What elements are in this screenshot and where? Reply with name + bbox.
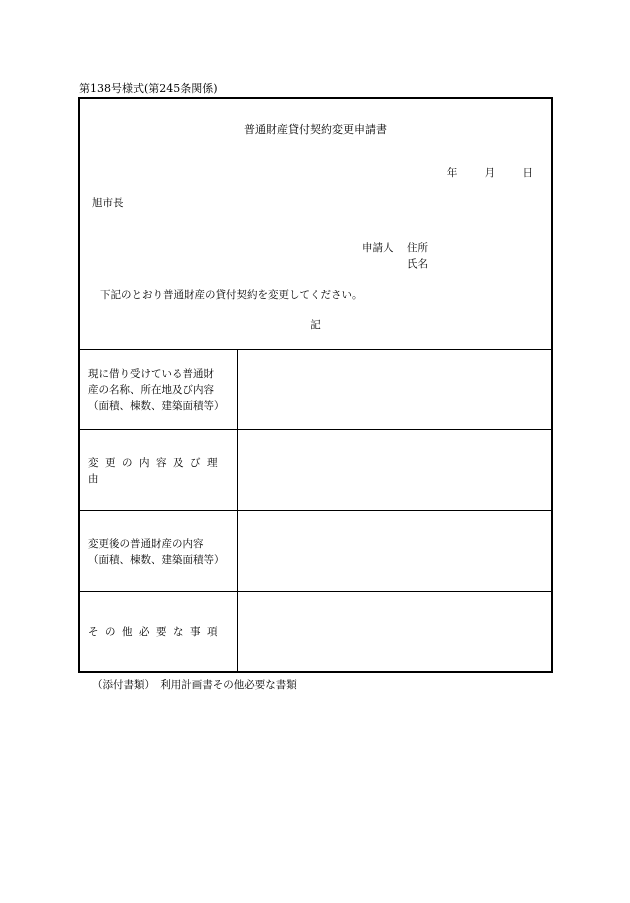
ki-heading: 記 <box>310 319 321 331</box>
row-label-line: 産の名称、所在地及び内容 <box>88 384 214 396</box>
table-row-new-property <box>80 510 551 592</box>
row-label <box>80 511 238 592</box>
attachments-note: （添付書類） 利用計画書その他必要な書類 <box>92 679 297 691</box>
row-label <box>80 592 238 672</box>
date-year: 年 <box>446 167 458 179</box>
change-reason-field[interactable] <box>238 430 551 511</box>
addressee: 旭市長 <box>92 197 124 209</box>
date-day: 日 <box>522 167 533 179</box>
row-label-line: その他必要な事項 <box>88 626 224 638</box>
current-property-field[interactable] <box>238 350 551 430</box>
applicant-name-label: 氏名 <box>407 258 428 270</box>
row-label-line: （面積、棟数、建築面積等） <box>88 400 225 412</box>
applicant-address-label: 住所 <box>407 242 428 254</box>
date-line <box>423 165 533 180</box>
table-row-current-property <box>80 349 551 430</box>
row-label <box>80 350 238 430</box>
new-property-field[interactable] <box>238 511 551 592</box>
row-label-line: 変更後の普通財産の内容 <box>88 537 204 550</box>
request-text: 下記のとおり普通財産の貸付契約を変更してください。 <box>100 289 363 301</box>
application-form <box>78 97 553 673</box>
table-row-change-reason <box>80 429 551 511</box>
row-label-line: （面積、棟数、建築面積等） <box>88 553 225 566</box>
table-row-other <box>80 591 551 672</box>
row-label-line: 変更の内容及び理由 <box>88 456 224 485</box>
other-matters-field[interactable] <box>238 592 551 672</box>
form-title: 普通財産貸付契約変更申請書 <box>244 123 387 136</box>
form-number: 第138号様式(第245条関係) <box>79 82 218 95</box>
applicant-label: 申請人 <box>362 242 394 254</box>
date-month: 月 <box>484 167 496 179</box>
row-label <box>80 430 238 511</box>
row-label-line: 現に借り受けている普通財 <box>88 368 214 380</box>
